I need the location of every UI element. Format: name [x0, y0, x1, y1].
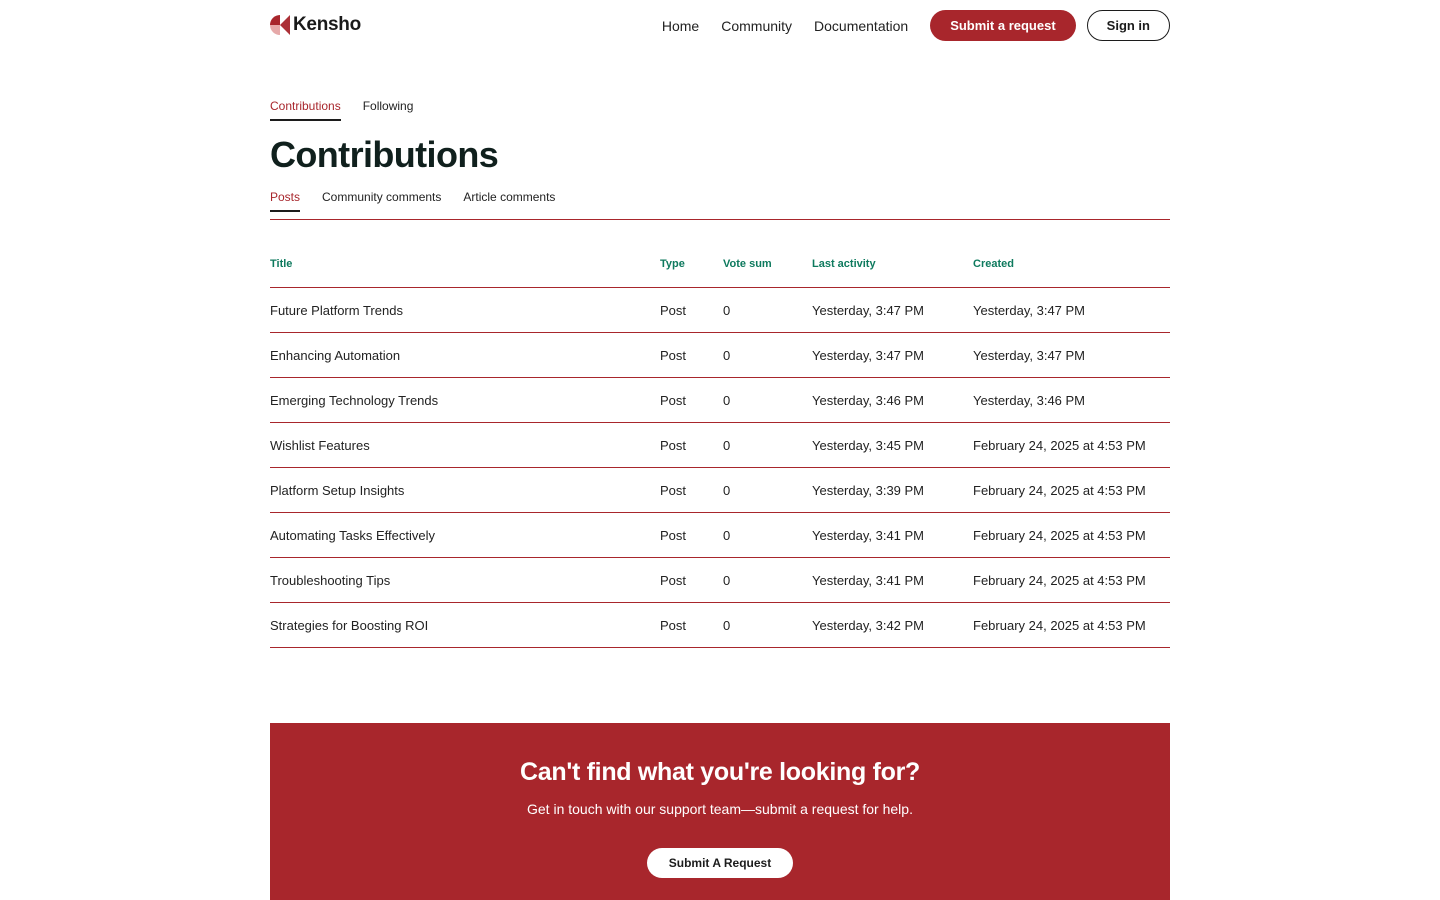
last-activity: Yesterday, 3:45 PM [812, 438, 925, 453]
tab-posts[interactable]: Posts [270, 190, 300, 212]
last-activity: Yesterday, 3:47 PM [812, 348, 925, 363]
nav-home-link[interactable]: Home [661, 17, 700, 34]
table-row [270, 423, 1170, 468]
vote-sum: 0 [723, 303, 731, 318]
cta-subtitle: Get in touch with our support team—submit a request for help. [527, 801, 913, 817]
kensho-logo-icon [270, 15, 290, 35]
last-activity: Yesterday, 3:42 PM [812, 618, 925, 633]
nav-documentation-link[interactable]: Documentation [814, 17, 909, 34]
submit-request-button[interactable]: Submit a request [930, 10, 1075, 41]
page-title: Contributions [270, 134, 499, 175]
table-row [270, 558, 1170, 603]
created-date: February 24, 2025 at 4:53 PM [973, 528, 1146, 543]
cta-submit-request-button[interactable]: Submit A Request [647, 848, 793, 878]
column-header-title[interactable]: Title [270, 258, 293, 270]
post-title-link[interactable]: Platform Setup Insights [270, 483, 405, 498]
table-header-row [270, 243, 1170, 288]
post-type: Post [660, 303, 687, 318]
post-title-link[interactable]: Automating Tasks Effectively [270, 528, 435, 543]
post-type: Post [660, 528, 687, 543]
post-type: Post [660, 573, 687, 588]
tab-following[interactable]: Following [362, 99, 414, 113]
vote-sum: 0 [723, 573, 731, 588]
post-title-link[interactable]: Enhancing Automation [270, 348, 401, 363]
nav-community-link[interactable]: Community [721, 17, 793, 34]
post-type: Post [660, 348, 687, 363]
post-type: Post [660, 618, 687, 633]
vote-sum: 0 [723, 438, 731, 453]
table-row [270, 288, 1170, 333]
cta-title: Can't find what you're looking for? [520, 758, 920, 786]
table-row [270, 468, 1170, 513]
column-header-vote-sum[interactable]: Vote sum [723, 258, 772, 270]
created-date: February 24, 2025 at 4:53 PM [973, 438, 1146, 453]
created-date: February 24, 2025 at 4:53 PM [973, 573, 1146, 588]
created-date: February 24, 2025 at 4:53 PM [973, 618, 1146, 633]
support-cta-banner [270, 723, 1170, 900]
post-title-link[interactable]: Wishlist Features [270, 438, 370, 453]
created-date: Yesterday, 3:47 PM [973, 348, 1086, 363]
vote-sum: 0 [723, 393, 731, 408]
post-type: Post [660, 438, 687, 453]
site-header [270, 10, 1170, 41]
vote-sum: 0 [723, 483, 731, 498]
created-date: February 24, 2025 at 4:53 PM [973, 483, 1146, 498]
tab-contributions[interactable]: Contributions [270, 99, 341, 121]
column-header-type[interactable]: Type [660, 258, 685, 270]
created-date: Yesterday, 3:47 PM [973, 303, 1086, 318]
post-title-link[interactable]: Strategies for Boosting ROI [270, 618, 429, 633]
tab-article-comments[interactable]: Article comments [463, 190, 556, 204]
profile-tabs [270, 99, 435, 121]
created-date: Yesterday, 3:46 PM [973, 393, 1086, 408]
sign-in-button[interactable]: Sign in [1087, 10, 1170, 41]
vote-sum: 0 [723, 348, 731, 363]
main-nav [662, 10, 1170, 41]
last-activity: Yesterday, 3:39 PM [812, 483, 925, 498]
contribution-type-tabs [270, 190, 1170, 220]
kensho-logo[interactable] [270, 15, 361, 35]
post-title-link[interactable]: Troubleshooting Tips [270, 573, 391, 588]
table-row [270, 513, 1170, 558]
post-type: Post [660, 393, 687, 408]
column-header-created[interactable]: Created [973, 258, 1014, 270]
last-activity: Yesterday, 3:47 PM [812, 303, 925, 318]
column-header-last-activity[interactable]: Last activity [812, 258, 876, 270]
posts-table [270, 243, 1170, 648]
post-title-link[interactable]: Future Platform Trends [270, 303, 403, 318]
table-row [270, 333, 1170, 378]
last-activity: Yesterday, 3:46 PM [812, 393, 925, 408]
vote-sum: 0 [723, 528, 731, 543]
brand-name: Kensho [293, 14, 361, 35]
post-type: Post [660, 483, 687, 498]
last-activity: Yesterday, 3:41 PM [812, 573, 925, 588]
last-activity: Yesterday, 3:41 PM [812, 528, 925, 543]
table-row [270, 603, 1170, 648]
tab-community-comments[interactable]: Community comments [322, 190, 442, 204]
vote-sum: 0 [723, 618, 731, 633]
post-title-link[interactable]: Emerging Technology Trends [270, 393, 439, 408]
table-row [270, 378, 1170, 423]
